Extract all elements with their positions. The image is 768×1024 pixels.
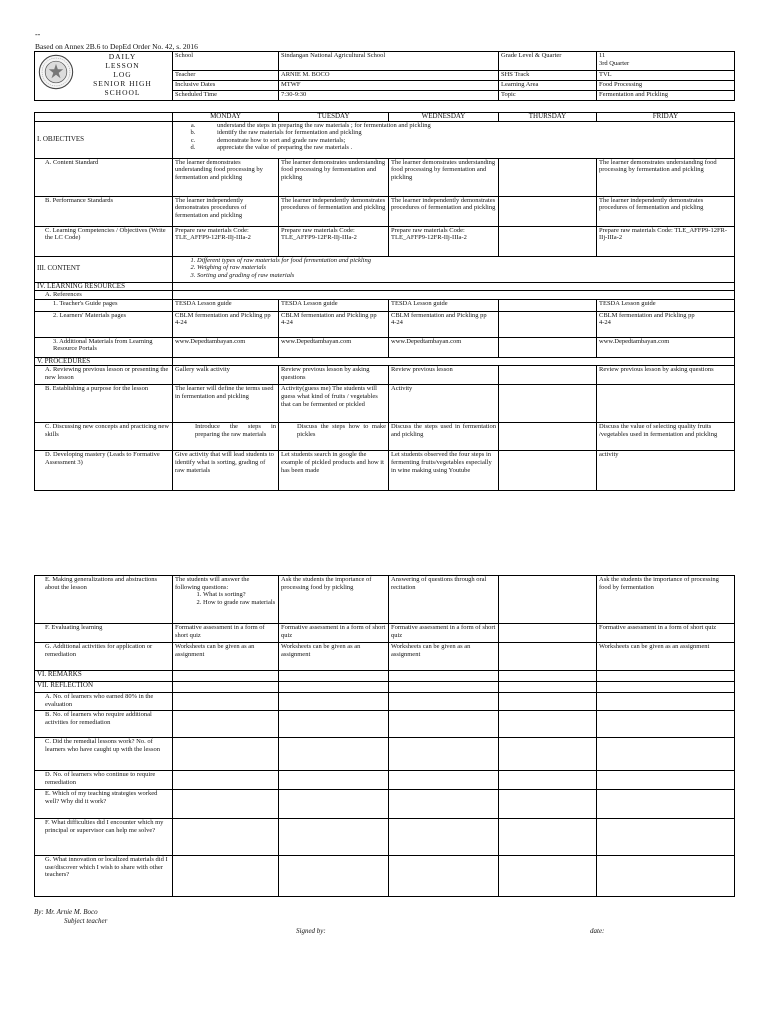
day-monday: MONDAY bbox=[173, 113, 279, 122]
content-list: 1. Different types of raw materials for food fermentation and pickling 2. Weighing of raw materials 3. Sorting and grading of raw materials bbox=[173, 256, 735, 282]
header-table bbox=[34, 51, 735, 101]
day-friday: FRIDAY bbox=[597, 113, 735, 122]
proc-f-label: F. Evaluating learning bbox=[35, 624, 173, 643]
proc-e-wed: Answering of questions through oral recitation bbox=[389, 576, 499, 624]
reflection-c: C. Did the remedial lessons work? No. of learners who have caught up with the lesson bbox=[35, 738, 173, 771]
performance-standard-wed: The learner independently demonstrates procedures of fermentation and pickling bbox=[389, 196, 499, 226]
proc-a-mon: Gallery walk activity bbox=[173, 366, 279, 385]
proc-a-fri: Review previous lesson by asking questions bbox=[597, 366, 735, 385]
competencies-mon: Prepare raw materials Code: TLE_AFFP9-12FR-IIj-IIIa-2 bbox=[173, 226, 279, 256]
teachers-guide-wed: TESDA Lesson guide bbox=[389, 299, 499, 311]
proc-c-mon: Introduce the steps in preparing the raw materials bbox=[173, 423, 279, 451]
proc-c-thu bbox=[499, 423, 597, 451]
competencies-label: C. Learning Competencies / Objectives (Write the LC Code) bbox=[35, 226, 173, 256]
time-label: Scheduled Time bbox=[173, 91, 279, 101]
reflection-a: A. No. of learners who earned 80% in the evaluation bbox=[35, 693, 173, 711]
learners-materials-mon: CBLM fermentation and Pickling pp 4-24 bbox=[173, 311, 279, 337]
grade-label: Grade Level & Quarter bbox=[499, 52, 597, 71]
proc-c-fri: Discuss the value of selecting quality fruits /vegetables used in fermentation and pickling bbox=[597, 423, 735, 451]
proc-e-thu bbox=[499, 576, 597, 624]
procedures-label: V. PROCEDURES bbox=[35, 357, 173, 366]
references-blank bbox=[173, 291, 735, 300]
signed-by: Signed by: bbox=[296, 927, 326, 935]
references-label: A. References bbox=[35, 291, 173, 300]
dll-title: DAILY LESSON LOG SENIOR HIGH SCHOOL bbox=[93, 52, 152, 97]
proc-c-wed: Discuss the steps used in fermentation and pickling bbox=[389, 423, 499, 451]
teacher-value: ARNIE M. BOCO bbox=[279, 71, 499, 81]
proc-g-mon: Worksheets can be given as an assignment bbox=[173, 643, 279, 671]
content-standard-thu bbox=[499, 158, 597, 196]
track-label: SHS Track bbox=[499, 71, 597, 81]
teachers-guide-thu bbox=[499, 299, 597, 311]
proc-f-fri: Formative assessment in a form of short quiz bbox=[597, 624, 735, 643]
logo-title-cell bbox=[35, 52, 173, 101]
page-marker: -- bbox=[35, 30, 41, 39]
competencies-thu bbox=[499, 226, 597, 256]
proc-c-label: C. Discussing new concepts and practicing new skills bbox=[35, 423, 173, 451]
proc-b-mon: The learner will define the terms used in fermentation and pickling bbox=[173, 385, 279, 423]
proc-f-wed: Formative assessment in a form of short quiz bbox=[389, 624, 499, 643]
competencies-wed: Prepare raw materials Code: TLE_AFFP9-12FR-IIj-IIIa-2 bbox=[389, 226, 499, 256]
proc-b-tue: Activity(guess me) The students will guess what kind of fruits / vegetables that can be fermented or pickled bbox=[279, 385, 389, 423]
lesson-log-table-continued bbox=[34, 575, 735, 897]
learners-materials-fri: CBLM fermentation and Pickling pp 4-24 bbox=[597, 311, 735, 337]
track-value: TVL bbox=[597, 71, 735, 81]
proc-g-wed: Worksheets can be given as an assignment bbox=[389, 643, 499, 671]
proc-e-mon: The students will answer the following questions: 1. What is sorting? 2. How to grade raw materials bbox=[173, 576, 279, 624]
performance-standard-tue: The learner independently demonstrates procedures of fermentation and pickling bbox=[279, 196, 389, 226]
proc-a-tue: Review previous lesson by asking questions bbox=[279, 366, 389, 385]
additional-materials-wed: www.Depedtambayan.com bbox=[389, 337, 499, 357]
school-label: School bbox=[173, 52, 279, 71]
learners-materials-tue: CBLM fermentation and Pickling pp 4-24 bbox=[279, 311, 389, 337]
proc-b-label: B. Establishing a purpose for the lesson bbox=[35, 385, 173, 423]
proc-a-wed: Review previous lesson bbox=[389, 366, 499, 385]
document-basis: Based on Annex 2B.6 to DepEd Order No. 42, s. 2016 bbox=[35, 42, 198, 51]
competencies-fri: Prepare raw materials Code: TLE_AFFP9-12FR-IIj-IIIa-2 bbox=[597, 226, 735, 256]
content-standard-fri: The learner demonstrates understanding food processing by fermentation and pickling bbox=[597, 158, 735, 196]
remarks-label: VI. REMARKS bbox=[35, 671, 173, 682]
content-standard-label: A. Content Standard bbox=[35, 158, 173, 196]
proc-d-thu bbox=[499, 451, 597, 491]
objectives-label: I. OBJECTIVES bbox=[35, 121, 173, 158]
day-thursday: THURSDAY bbox=[499, 113, 597, 122]
performance-standard-mon: The learner independently demonstrates procedures of fermentation and pickling bbox=[173, 196, 279, 226]
deped-seal-icon bbox=[38, 54, 74, 90]
day-wednesday: WEDNESDAY bbox=[389, 113, 499, 122]
date-label: date: bbox=[590, 927, 605, 935]
proc-c-tue: Discuss the steps how to make pickles bbox=[279, 423, 389, 451]
teachers-guide-mon: TESDA Lesson guide bbox=[173, 299, 279, 311]
proc-d-tue: Let students search in google the example of pickled products and how it has been made bbox=[279, 451, 389, 491]
competencies-tue: Prepare raw materials Code: TLE_AFFP9-12FR-IIj-IIIa-2 bbox=[279, 226, 389, 256]
reflection-d: D. No. of learners who continue to require remediation bbox=[35, 771, 173, 790]
proc-a-label: A. Reviewing previous lesson or presenting the new lesson bbox=[35, 366, 173, 385]
grade-value: 11 3rd Quarter bbox=[597, 52, 735, 71]
additional-materials-label: 3. Additional Materials from Learning Resource Portals bbox=[35, 337, 173, 357]
content-standard-mon: The learner demonstrates understanding food processing by fermentation and pickling bbox=[173, 158, 279, 196]
performance-standard-label: B. Performance Standards bbox=[35, 196, 173, 226]
learners-materials-thu bbox=[499, 311, 597, 337]
objectives-list: a. understand the steps in preparing the raw materials ; for fermentation and pickling b. identify the raw materials for fermentation and pickling c. demonstrate how to sort and grade raw materials; d. appreciate the value of preparing the raw materials . bbox=[173, 121, 735, 158]
resources-label: IV. LEARNING RESOURCES bbox=[35, 282, 173, 291]
reflection-e: E. Which of my teaching strategies worked well? Why did it work? bbox=[35, 790, 173, 819]
topic-label: Topic bbox=[499, 91, 597, 101]
teachers-guide-fri: TESDA Lesson guide bbox=[597, 299, 735, 311]
proc-f-thu bbox=[499, 624, 597, 643]
proc-b-fri bbox=[597, 385, 735, 423]
learners-materials-label: 2. Learners' Materials pages bbox=[35, 311, 173, 337]
content-standard-tue: The learner demonstrates understanding food processing by fermentation and pickling bbox=[279, 158, 389, 196]
proc-g-fri: Worksheets can be given as an assignment bbox=[597, 643, 735, 671]
school-value: Sindangan National Agricultural School bbox=[279, 52, 499, 71]
proc-d-fri: activity bbox=[597, 451, 735, 491]
performance-standard-thu bbox=[499, 196, 597, 226]
teachers-guide-label: 1. Teacher's Guide pages bbox=[35, 299, 173, 311]
proc-b-thu bbox=[499, 385, 597, 423]
proc-a-thu bbox=[499, 366, 597, 385]
reflection-g: G. What innovation or localized materials did I use/discover which I wish to share with other teachers? bbox=[35, 856, 173, 897]
reflection-b: B. No. of learners who require additional activities for remediation bbox=[35, 711, 173, 738]
teacher-label: Teacher bbox=[173, 71, 279, 81]
proc-e-label: E. Making generalizations and abstractions about the lesson bbox=[35, 576, 173, 624]
resources-blank bbox=[173, 282, 735, 291]
proc-d-mon: Give activity that will lead students to identify what is sorting, grading of raw materials bbox=[173, 451, 279, 491]
proc-e-tue: Ask the students the importance of processing food by pickling bbox=[279, 576, 389, 624]
additional-materials-fri: www.Depedtambayan.com bbox=[597, 337, 735, 357]
additional-materials-tue: www.Depedtambayan.com bbox=[279, 337, 389, 357]
additional-materials-thu bbox=[499, 337, 597, 357]
prepared-by-role: Subject teacher bbox=[64, 917, 108, 925]
dates-value: MTWF bbox=[279, 81, 499, 91]
time-value: 7:30-9:30 bbox=[279, 91, 499, 101]
proc-b-wed: Activity bbox=[389, 385, 499, 423]
topic-value: Fermentation and Pickling bbox=[597, 91, 735, 101]
area-label: Learning Area bbox=[499, 81, 597, 91]
proc-f-tue: Formative assessment in a form of short quiz bbox=[279, 624, 389, 643]
proc-g-tue: Worksheets can be given as an assignment bbox=[279, 643, 389, 671]
additional-materials-mon: www.Depedtambayan.com bbox=[173, 337, 279, 357]
content-label: III. CONTENT bbox=[35, 256, 173, 282]
day-tuesday: TUESDAY bbox=[279, 113, 389, 122]
proc-g-thu bbox=[499, 643, 597, 671]
content-standard-wed: The learner demonstrates understanding food processing by fermentation and pickling bbox=[389, 158, 499, 196]
lesson-log-table bbox=[34, 112, 735, 491]
proc-f-mon: Formative assessment in a form of short quiz bbox=[173, 624, 279, 643]
proc-g-label: G. Additional activities for application or remediation bbox=[35, 643, 173, 671]
corner-cell bbox=[35, 113, 173, 122]
teachers-guide-tue: TESDA Lesson guide bbox=[279, 299, 389, 311]
reflection-f: F. What difficulties did I encounter which my principal or supervisor can help me solve? bbox=[35, 819, 173, 856]
proc-d-label: D. Developing mastery (Leads to Formative Assessment 3) bbox=[35, 451, 173, 491]
area-value: Food Processing bbox=[597, 81, 735, 91]
prepared-by: By: Mr. Arnie M. Boco bbox=[34, 908, 98, 916]
dates-label: Inclusive Dates bbox=[173, 81, 279, 91]
proc-d-wed: Let students observed the four steps in fermenting fruits/vegetables especially in wine making using Youtube bbox=[389, 451, 499, 491]
learners-materials-wed: CBLM fermentation and Pickling pp 4-24 bbox=[389, 311, 499, 337]
procedures-blank bbox=[173, 357, 735, 366]
proc-e-fri: Ask the students the importance of processing food by fermentation bbox=[597, 576, 735, 624]
reflection-label: VII. REFLECTION bbox=[35, 682, 173, 693]
performance-standard-fri: The learner independently demonstrates procedures of fermentation and pickling bbox=[597, 196, 735, 226]
